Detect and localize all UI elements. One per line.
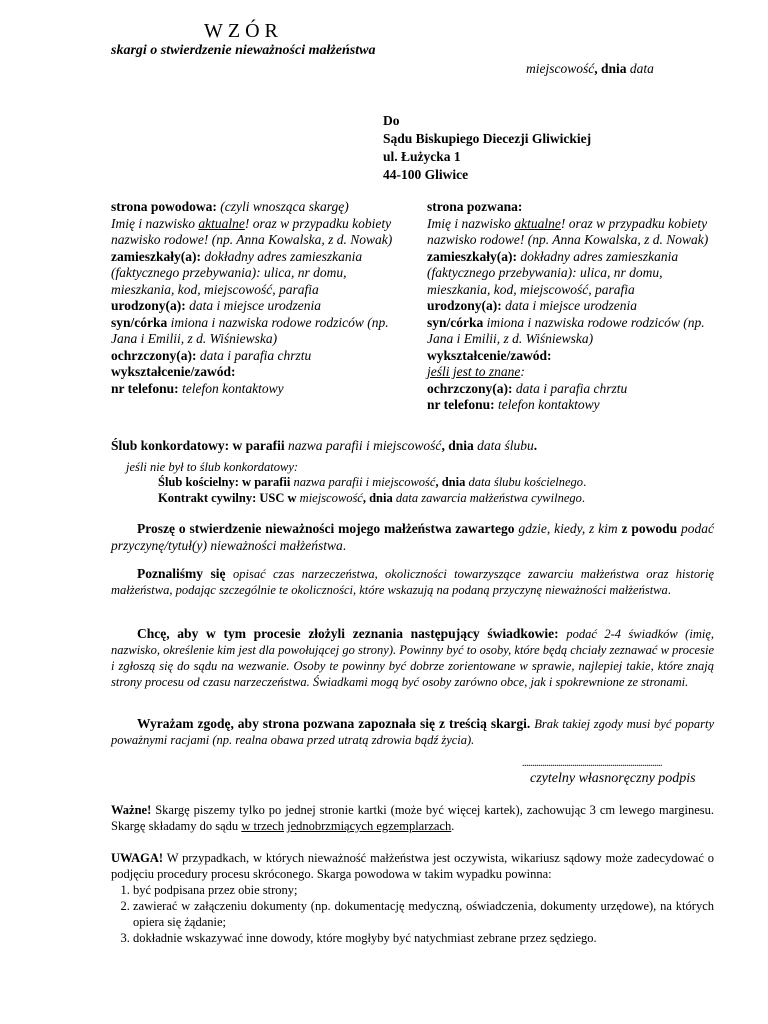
warning-note: UWAGA! W przypadkach, w których nieważność małżeństwa jest oczywista, wikariusz sądowy może zadecydować o podjęciu procedury procesu skróconego. Skarga powodowa w takim wypadku powinna: 1. być podpisana przez obie strony; 2. zawierać w załączeniu dokumenty (np. dokumentację medyczną, oświadczenia, dokumenty urzędowe), na których opiera się żądanie; 3. dokładnie wskazywać inne dowody, które mogłyby być natychmiast zebrane przez sędziego. [111,850,714,946]
signature-line: ...................................................................... [522,758,662,769]
court-address: Do Sądu Biskupiego Diecezji Gliwickiej ul. Łużycka 1 44-100 Gliwice [383,113,592,182]
request-paragraph: Proszę o stwierdzenie nieważności mojego małżeństwa zawartego gdzie, kiedy, z kim z powodu podać przyczynę/tytuł(y) nieważności małżeństwa. [111,521,714,553]
list-item: 2. zawierać w załączeniu dokumenty (np. dokumentację medyczną, oświadczenia, dokumenty urzędowe), na których opiera się żądanie; [133,898,714,930]
marriage-concordat-line: Ślub konkordatowy: w parafii nazwa parafii i miejscowość, dnia data ślubu. [111,438,538,453]
marriage-alt-note: jeśli nie był to ślub konkordatowy: [126,460,299,474]
consent-paragraph: Wyrażam zgodę, aby strona pozwana zapoznała się z treścią skargi. Brak takiej zgody musi być poparty poważnymi racjami (np. realna obawa przed utratą zdrowia bądź życia). [111,716,715,747]
important-note: Ważne! Skargę piszemy tylko po jednej stronie kartki (może być więcej kartek), zachowując 3 cm lewego marginesu. Skargę składamy do sądu w trzech jednobrzmiących egzemplarzach. [111,803,714,833]
list-item: 1. być podpisana przez obie strony; [133,882,714,898]
place-date-line: miejscowość, dnia data [526,61,654,76]
document-subtitle: skargi o stwierdzenie nieważności małżeństwa [111,43,376,58]
plaintiff-section: strona powodowa: (czyli wnosząca skargę) Imię i nazwisko aktualne! oraz w przypadku kobiety nazwisko rodowe! (np. Anna Kowalska, z d. Nowak) zamieszkały(a): dokładny adres zamieszkania (faktycznego przebywania): ulica, nr domu, mieszkania, kod, miejscowość, parafia urodzony(a): data i miejsce urodzenia syn/córka imiona i nazwiska rodowe rodziców (np. Jana i Emilii, z d. Wiśniewska) ochrzczony(a): data i parafia chrztu wykształcenie/zawód: nr telefonu: telefon kontaktowy [111,199,393,396]
respondent-section: strona pozwana: Imię i nazwisko aktualne! oraz w przypadku kobiety nazwisko rodowe! (np. Anna Kowalska, z d. Nowak) zamieszkały(a): dokładny adres zamieszkania (faktycznego przebywania): ulica, nr domu, mieszkania, kod, miejscowość, parafia urodzony(a): data i miejsce urodzenia syn/córka imiona i nazwiska rodowe rodziców (np. Jana i Emilii, z d. Wiśniewska) wykształcenie/zawód: jeśli jest to znane: ochrzczony(a): data i parafia chrztu nr telefonu: telefon kontaktowy [427,199,709,412]
witnesses-paragraph: Chcę, aby w tym procesie złożyli zeznania następujący świadkowie: podać 2-4 świadków (imię, nazwisko, określenie kim jest dla powołującej go strony). Powinny być to osoby, które będą chciały zeznawać w procesie i zgłoszą się do sądu na wezwanie. Osoby te powinny być dobrze zorientowane w sprawie, najlepiej takie, które znają strony procesu od czasu narzeczeństwa. Świadkami mogą być osoby zarówno obce, jak i spokrewnione ze stronami. [111,626,714,689]
signature-label: czytelny własnoręczny podpis [530,771,696,786]
list-item: 3. dokładnie wskazywać inne dowody, które mogłyby być natychmiast zebrane przez sędziego. [133,930,714,946]
marriage-civil-line: Kontrakt cywilny: USC w miejscowość, dnia data zawarcia małżeństwa cywilnego. [158,491,585,505]
document-title: WZÓR [204,20,283,42]
marriage-church-line: Ślub kościelny: w parafii nazwa parafii i miejscowość, dnia data ślubu kościelnego. [158,475,587,489]
warning-list [111,882,714,946]
place-placeholder: miejscowość [526,61,595,76]
history-paragraph: Poznaliśmy się opisać czas narzeczeństwa, okoliczności towarzyszące zawarciu małżeństwa oraz historię małżeństwa, podając szczególnie te okoliczności, które wskazują na podaną przyczynę nieważności małżeństwa. [111,566,714,597]
date-placeholder: data [629,61,654,76]
